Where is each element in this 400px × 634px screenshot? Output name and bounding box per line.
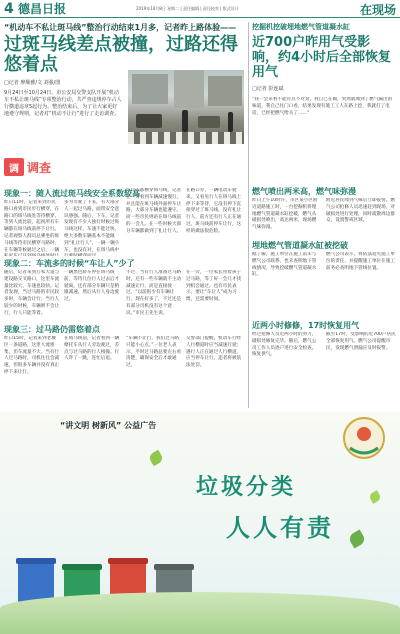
side-lead: “我一会来看不能有点不对劲，我自己在做，突然就闻到了燃气漏出的味道，我自己往门口看，结果发现有施工工人在路上挖，我就打了电话，已经把燃气给关了……” [252, 97, 393, 116]
side-section-1-title: 燃气喷出两米高，燃气味弥漫 [252, 187, 356, 196]
page-number: 4 [4, 0, 14, 17]
ad-title-line-2: 人人有责 [226, 514, 334, 542]
side-section-3-title: 近两小时修修，17时恢复用气 [252, 321, 360, 330]
date-line: 2019年10月8日 星期二 | 责任编辑 | 责任校对 | 版式设计 [136, 5, 239, 11]
leaf-icon [148, 450, 164, 466]
page-header [0, 0, 400, 18]
side-section-2-title: 埋地燃气管道凝水缸被挖破 [252, 241, 348, 250]
section-3-col-4: 交警部门提醒，机动车行经人行横道时应当减速行驶；遇行人正在通过人行横道，应当停车让行。违者将被依法处罚。 [186, 336, 242, 369]
side-section-3-col-2: 截至17时，受影响的近700户居民全部恢复用气。燃气公司提醒市民，发现燃气泄漏应及时报警。 [326, 332, 396, 351]
survey-tag [4, 156, 84, 178]
ad-title-line-1: 垃圾分类 [196, 475, 297, 500]
article-headline: 过斑马线差点被撞，过路还得悠着点 [4, 34, 238, 75]
section-1-col-2: 多为非驶了下来，有大部分人一起过马路，面带安全意识感强。随后，下车，记者发现有不少人独行时候过斑马线这样，车速不能过快，绝大多数车辆基本不能做到“礼让行人”，一辆一辆小车，也没有对，在斑马线中 [64, 200, 120, 253]
side-section-2-col-1: 据了解，施工单位在施工前未与燃气公司联系，也未查明地下管线情况，导致挖破燃气管道凝水缸。 [252, 252, 317, 278]
side-kicker: 挖掘机挖破埋地燃气管道凝水缸 [252, 23, 350, 31]
article-byline: □记者 廖顺雅/文 刘强/图 [4, 80, 61, 86]
section-1-col-4: 在路口旁，一辆电动车驶来，又看见行人在斑马线上停下来等待，它没有停下直接穿过了斑马线，没有礼让行人，前方还有行人正在通过。斑马线前停车让行，这样的做法很危险。 [186, 188, 242, 234]
leaf-icon [368, 490, 382, 504]
survey-label: 调查 [27, 160, 52, 175]
survey-icon: 调 [4, 158, 24, 176]
section-2-col-2: 一辆黑色轿车停在斑马线前，等待几位行人过去后才驶离。还有部分车辆只是稍微减速，然后从行人身边驶过。 [64, 270, 120, 303]
section-3-col-3: “车辆不让行，我们过马路只能小心点。”一位老人表示，平时过马路总要左右看清楚，确保安全后才敢通过。 [126, 336, 182, 369]
side-headline: 近700户昨用气受影响，约4小时后全部恢复用气 [252, 35, 392, 80]
masthead: 德昌日报 [18, 2, 67, 16]
section-1-col-3: 许行人都横穿斑马线，记者在一旁看到车辆减速慢行，并且能在斑马线外面停车让路，大部分车辆也能遵守。而一些市民则站在斑马线前的一会儿。在一些时候大部分车辆都做到了礼让行人。 [126, 188, 182, 234]
side-section-3-col-1: 经过抢修人员近两小时的努力，破损处修复完毕。随后，燃气公司工作人员逐户进行安全检查，恢复供气。 [252, 332, 317, 358]
emblem-icon [340, 414, 388, 462]
section-2-col-1: 随后，记者来到万家大道与建设路交叉路口，这里车流量比较大，车速也较快。记者发现，当过马路的市民较多时，车辆会让行；当行人较少的时候，车辆则不会让行，行人只能等着。 [4, 270, 60, 316]
side-section-1-col-1: 昨日上午10时许，市区某小区附近道路施工时，一台挖掘机将埋地燃气管道凝水缸挖破，燃气从破损处喷出，高达两米，现场燃气味弥漫。 [252, 198, 318, 231]
ad-header-text: “讲文明 树新风” 公益广告 [60, 421, 157, 430]
side-article [252, 22, 396, 141]
column-divider [248, 22, 249, 408]
section-1-title: 现象一：随人流过斑马线安全系数较高 [4, 189, 140, 198]
article-kicker: “机动车不私让斑马线”整治行动结束1月多，记者昨上路体验—— [4, 23, 237, 32]
street-photo [128, 70, 244, 144]
section-1-col-1: 昨日11时，记者来到市民路口看到市民步行横穿，在路口的斑马线处等待横穿。等到人流比较，起初所有车辆都在斑马线前停下让行。记者观察人群员总乘坐的斑马线等待市民横穿马路时，在车辆等候通过之后，一辆 [4, 200, 60, 253]
section-title: 在现场 [359, 3, 396, 17]
side-section-1-col-2: 附近居民闻到气味后立即报警。燃气公司抢修人员迅速赶到现场，对破损处进行处理，同时疏散周边群众，设置警戒区域。 [326, 198, 395, 224]
section-2-col-4: 在一旁，一位家长带着孩子过马路，等了好一会儿才找到机会通过。也有市民表示，要让“车让人”成为习惯，还需要时间。 [186, 270, 242, 303]
article-lead: 9月24日至10月24日，市公安局交警支队开展“机动车不私让斑马线”专项整治行动，共严查违规停车占人行横道违章5起行为。整治结束后，为了让大家更好地遵守规则，记者对“机动不让行”进行了走访调查。 [4, 90, 122, 117]
section-2-col-3: 不过，当有行人准备过马路时，还有一些车辆就不主动减速让行，而是直接驶过。“以前很少有车辆让行，现在好多了，不过还是有部分司机没有这个意识。”市民王先生说。 [126, 270, 182, 316]
side-byline: □记者 彭连斌 [252, 86, 284, 92]
section-3-col-1: 昨日15时，记者来到老城区一条道路，这里人流密集，但车流量不大。当有行人过马路时，司机往往会减速，但很多车辆并没有真正停下来让行。 [4, 336, 60, 375]
side-section-2-col-2: 燃气公司表示，将依法追究施工单位的责任，并提醒施工单位在施工前务必查明地下管线位置。 [326, 252, 395, 271]
grass-decoration [0, 592, 400, 634]
leaf-icon [347, 529, 366, 548]
public-service-ad [0, 412, 400, 634]
section-3-col-2: 在斑马线前，记者看到一辆摩托车从行人旁边驶过，差点与过马路的行人相撞。行人吓了一跳，连忙后退。 [64, 336, 120, 362]
section-3-title: 现象三：过马路仍需悠着点 [4, 325, 100, 334]
section-2-title: 现象二：车流多的时候“车让人”少了 [4, 259, 135, 268]
